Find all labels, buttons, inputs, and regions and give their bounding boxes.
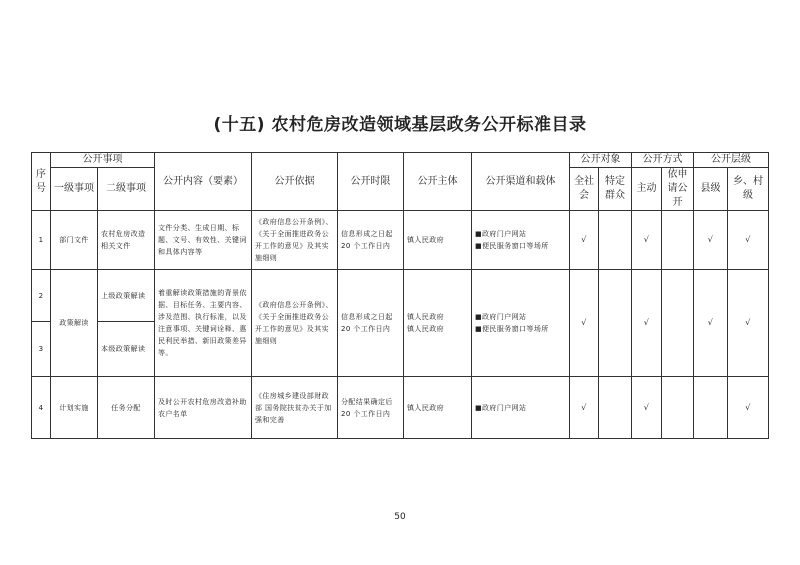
table-row — [32, 377, 769, 439]
row-content: 着重解读政策措施的背景依据、目标任务、主要内容、涉及范围、执行标准，以及注意事项、关键词诠释、惠民利民举措、新旧政策差异等。 — [155, 270, 252, 377]
check-mark-level-county: √ — [694, 211, 728, 270]
check-mark-target-all: √ — [570, 211, 599, 270]
page-number: 50 — [394, 512, 406, 522]
check-mark-level-county: √ — [694, 270, 728, 377]
row-subject: 镇人民政府 — [404, 377, 472, 439]
header-content: 公开内容（要素） — [155, 153, 252, 211]
row-time: 信息形成之日起 20 个工作日内 — [338, 211, 404, 270]
check-mark-level-town: √ — [728, 377, 769, 439]
row-time: 信息形成之日起 20 个工作日内 — [338, 270, 404, 377]
cell-method-request — [662, 211, 694, 270]
row-seq: 2 — [32, 270, 51, 322]
check-mark-method-active: √ — [632, 270, 662, 377]
header-level-town: 乡、村级 — [728, 168, 769, 211]
row-time: 分配结果确定后 20 个工作日内 — [338, 377, 404, 439]
header-target-all: 全社会 — [570, 168, 599, 211]
channel-item: ■政府门户网站 — [475, 313, 527, 321]
header-level1: 一级事项 — [51, 168, 98, 211]
row-level1: 部门文件 — [51, 211, 98, 270]
check-mark-target-all: √ — [570, 377, 599, 439]
header-target-specific: 特定群众 — [599, 168, 632, 211]
header-seq: 序号 — [32, 153, 51, 211]
row-level1: 计划实施 — [51, 377, 98, 439]
row-level1: 政策解读 — [51, 270, 98, 377]
channel-item: ■便民服务窗口等场所 — [475, 325, 549, 333]
cell-method-request — [662, 270, 694, 377]
page-title: (十五) 农村危房改造领域基层政务公开标准目录 — [213, 115, 587, 135]
subject-item: 镇人民政府 — [407, 325, 444, 333]
row-seq: 1 — [32, 211, 51, 270]
row-subject: 镇人民政府 — [404, 211, 472, 270]
cell-target-specific — [599, 377, 632, 439]
subject-item: 镇人民政府 — [407, 313, 444, 321]
disclosure-standard-table — [31, 152, 769, 439]
channel-item: ■政府门户网站 — [475, 403, 527, 412]
row-content: 文件分类、生成日期、标题、文号、有效性、关键词和具体内容等 — [155, 211, 252, 270]
channel-item: ■政府门户网站 — [475, 230, 527, 238]
header-time: 公开时限 — [338, 153, 404, 211]
row-content: 及时公开农村危房改造补助农户名单 — [155, 377, 252, 439]
check-mark-method-active: √ — [632, 377, 662, 439]
row-level2: 农村危房改造相关文件 — [98, 211, 155, 270]
table-row — [32, 211, 769, 270]
header-basis: 公开依据 — [252, 153, 338, 211]
row-channel — [472, 377, 570, 439]
cell-target-specific — [599, 270, 632, 377]
table-row — [32, 270, 769, 322]
header-channel: 公开渠道和载体 — [472, 153, 570, 211]
row-level2: 上级政策解读 — [98, 270, 155, 322]
check-mark-target-all: √ — [570, 270, 599, 377]
row-basis: 《住房城乡建设部财政部 国务院扶贫办关于加强和完善 — [252, 377, 338, 439]
check-mark-method-active: √ — [632, 211, 662, 270]
channel-item: ■便民服务窗口等场所 — [475, 242, 549, 250]
header-public-items: 公开事项 — [51, 153, 155, 168]
header-level: 公开层级 — [694, 153, 769, 168]
row-level2: 任务分配 — [98, 377, 155, 439]
row-subject — [404, 270, 472, 377]
row-seq: 3 — [32, 322, 51, 377]
header-method-request: 依申请公开 — [662, 168, 694, 211]
row-basis: 《政府信息公开条例》、《关于全面推进政务公开工作的意见》及其实施细则 — [252, 211, 338, 270]
header-target: 公开对象 — [570, 153, 632, 168]
row-level2: 本级政策解读 — [98, 322, 155, 377]
row-channel — [472, 270, 570, 377]
row-channel — [472, 211, 570, 270]
cell-target-specific — [599, 211, 632, 270]
cell-level-county — [694, 377, 728, 439]
header-method: 公开方式 — [632, 153, 694, 168]
row-seq: 4 — [32, 377, 51, 439]
header-level-county: 县级 — [694, 168, 728, 211]
check-mark-level-town: √ — [728, 270, 769, 377]
check-mark-level-town: √ — [728, 211, 769, 270]
cell-method-request — [662, 377, 694, 439]
header-method-active: 主动 — [632, 168, 662, 211]
header-row-1 — [32, 153, 769, 168]
header-level2: 二级事项 — [98, 168, 155, 211]
row-basis: 《政府信息公开条例》、《关于全面推进政务公开工作的意见》及其实施细则 — [252, 270, 338, 377]
header-subject: 公开主体 — [404, 153, 472, 211]
